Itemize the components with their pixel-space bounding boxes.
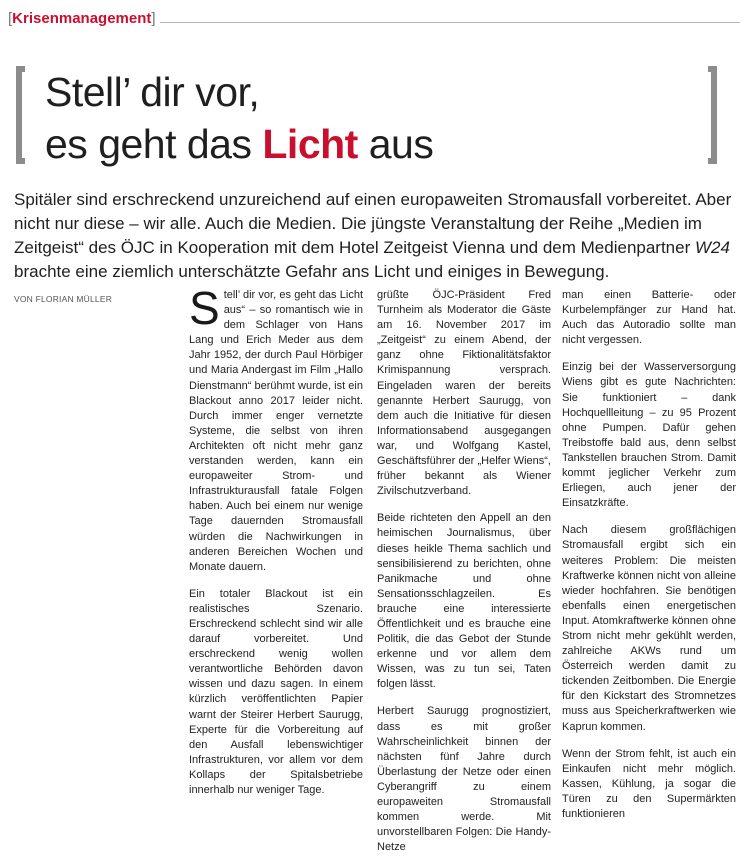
article-lead [14, 188, 734, 284]
rubric-close-bracket: ] [151, 10, 156, 27]
article-column-2 [377, 288, 551, 867]
column1-paragraph-1-text: tell’ dir vor, es geht das Licht aus“ – so romantisch wie in dem Schlager von Hans Lang und Erich Meder aus dem Jahr 1952, der durch Paul Hörbiger und Maria Andergast im Film „Hallo Dienstmann“ berühmt wurde, ist ein Blackout anno 2017 leider nicht. Durch immer enger vernetzte Systeme, die selbst von ihren Architekten oft nicht mehr ganz verstanden werden, kann ein europaweiter Strom- und Infrastrukturausfall fatale Folgen haben. Auch bei einem nur wenige Tage dauernden Stromausfall würden die Nachwirkungen in anderen Bereichen Wochen und Monate dauern. [189, 289, 363, 573]
headline-bracket-right [708, 66, 717, 164]
headline-line2-after: aus [357, 121, 434, 167]
lead-brand: W24 [694, 238, 730, 257]
column3-paragraph-3: Nach diesem großflächigen Stromausfall ergibt sich ein weiteres Problem: Die meisten Kraftwerke können nicht von alleine wieder hochfahren. Sie benötigen ebenfalls einen energetischen Input. Atomkraftwerke können ohne Strom nicht mehr gekühlt werden, zahlreiche AKWs rund um Österreich werden damit zu tickenden Zeitbomben. Die Energie für den Kickstart des Stromnetzes muss aus Speicherkraftwerken wie Kaprun kommen. [562, 524, 736, 733]
column3-paragraph-2: Einzig bei der Wasserversorgung Wiens gibt es gute Nachrichten: Sie funktioniert – dank Hochquellleitung – zu 95 Prozent ohne Pumpen. Dafür gehen Treibstoffe bald aus, denn selbst Tankstellen brauchen Strom. Damit kommt jeglicher Verkehr zum Erliegen, auch jener der Einsatzkräfte. [562, 361, 736, 510]
headline-line1: Stell’ dir vor, [45, 69, 260, 115]
article-column-1 [189, 282, 363, 810]
article-headline [45, 66, 433, 170]
column1-paragraph-1 [189, 282, 363, 575]
column3-paragraph-4: Wenn der Strom fehlt, ist auch ein Einkaufen nicht mehr möglich. Kassen, Kühlung, ja sogar die Türen zu den Supermärkten funktionieren [562, 747, 736, 820]
article-column-3 [562, 288, 736, 834]
section-rubric [8, 10, 156, 27]
column3-paragraph-1: man einen Batterie- oder Kurbelempfänger zur Hand hat. Auch das Autoradio sollte man nicht vergessen. [562, 289, 736, 347]
byline: VON FLORIAN MÜLLER [14, 294, 113, 304]
section-label: Krisenmanagement [12, 10, 152, 27]
drop-cap: S [189, 282, 220, 334]
column1-paragraph-2: Ein totaler Blackout ist ein realistisches Szenario. Erschreckend schlecht sind wir alle darauf vorbereitet. Und erschreckend wenig wollen verantwortliche Behörden davon wissen und dazu sagen. In einem kürzlich veröffentlichten Papier warnt der Steirer Herbert Saurugg, Experte für die Vorbereitung auf den Ausfall lebenswichtiger Infrastrukturen, vor allem vor dem Kollaps der Spitalsbetriebe innerhalb nur weniger Tage. [189, 587, 363, 796]
rubric-open-bracket: [ [8, 10, 13, 27]
column2-paragraph-2: Beide richteten den Appell an den heimischen Journalismus, über dieses heikle Thema sachlich und sensibilisierend zu berichten, ohne Panikmache und ohne Sensationsschlagzeilen. Es brauche eine interessierte Öffentlichkeit und es brauche eine Politik, die das Gebot der Stunde erkenne und vor allem dem Wissen, was zu tun sei, Taten folgen lässt. [377, 512, 551, 691]
headline-bracket-left [16, 66, 25, 164]
lead-text-after: brachte eine ziemlich unterschätzte Gefahr ans Licht und einiges in Bewegung. [14, 262, 610, 281]
headline-line2-before: es geht das [45, 121, 263, 167]
lead-text-before: Spitäler sind erschreckend unzureichend auf einen europaweiten Stromausfall vorbereitet. Aber nicht nur diese – wir alle. Auch die Medien. Die jüngste Veranstaltung der Reihe „Medien im Zeitgeist“ des ÖJC in Kooperation mit dem Hotel Zeitgeist Vienna und dem Medienpartner [14, 190, 732, 257]
rubric-rule [160, 22, 740, 23]
column2-paragraph-3: Herbert Saurugg prognostiziert, dass es mit großer Wahrscheinlichkeit binnen der nächsten fünf Jahre durch Überlastung der Netze oder einen Cyberangriff zu einem europaweiten Stromausfall kommen werde. Mit unvorstellbaren Folgen: Die Handy-Netze [377, 705, 551, 854]
column2-paragraph-1: grüßte ÖJC-Präsident Fred Turnheim als Moderator die Gäste am 16. November 2017 im „Zeitgeist“ zu einem Abend, der ganz ohne Fiktionalitätsfaktor Krimispannung versprach. Eingeladen waren der bereits genannte Herbert Saurugg, von dem auch die Initiative für diesen Informationsabend ausgegangen war, und Wolfgang Kastel, Geschäftsführer der „Helfer Wiens“, früher bekannt als Wiener Zivilschutzverband. [377, 289, 551, 498]
headline-accent-word: Licht [262, 121, 358, 167]
